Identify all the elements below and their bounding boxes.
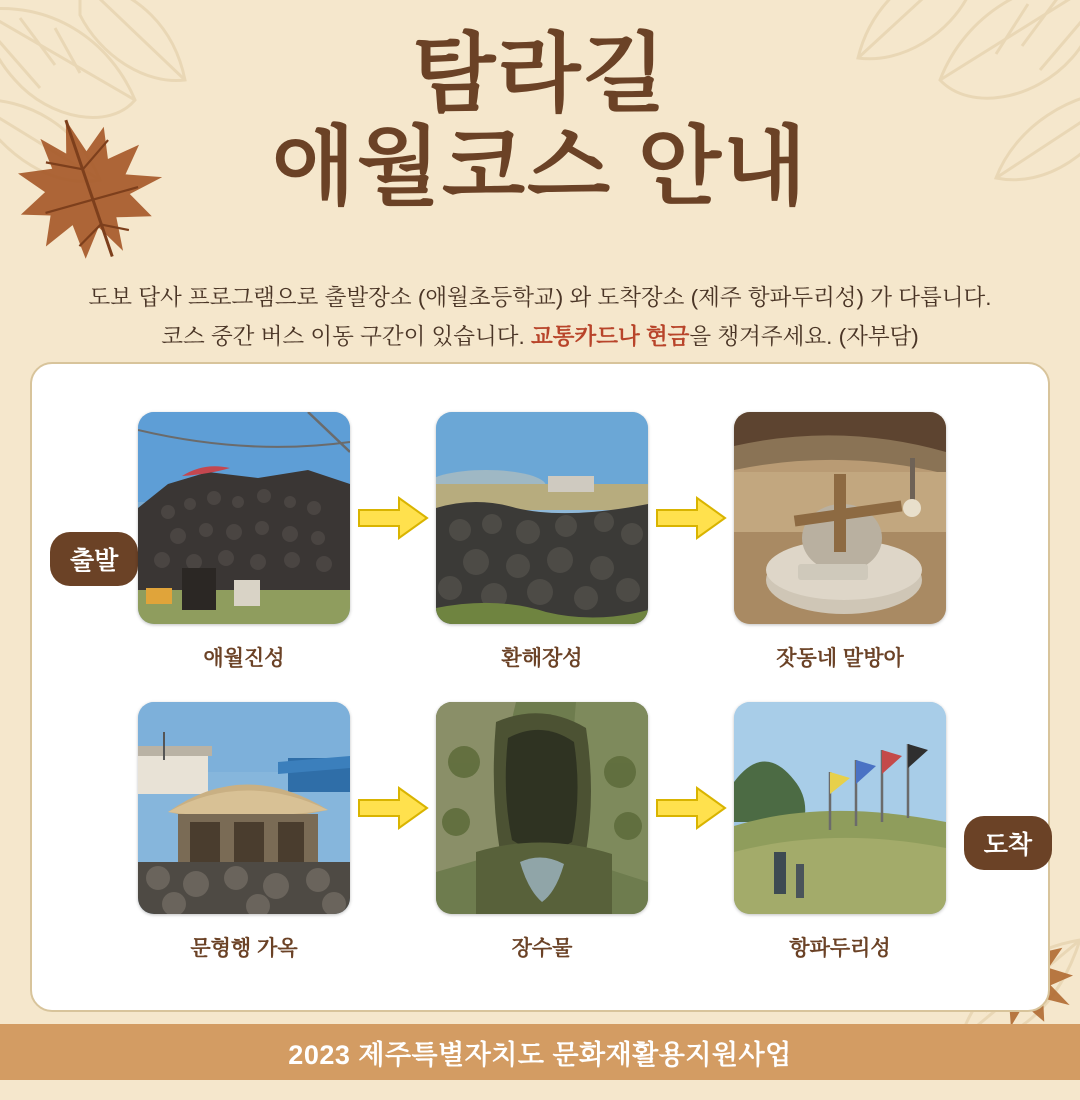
thatched-house-photo (138, 702, 350, 914)
description-line-2 (0, 317, 1080, 356)
course-stop-caption: 환해장성 (501, 647, 583, 670)
flags-hill-photo (734, 702, 946, 914)
course-stop-4[interactable] (138, 702, 350, 962)
course-stop-3[interactable] (734, 412, 946, 672)
description-line-1: 도보 답사 프로그램으로 출발장소 (애월초등학교) 와 도착장소 (제주 항파두리성) 가 다릅니다. (88, 285, 992, 310)
stone-fortress-photo (138, 412, 350, 624)
page-title (0, 28, 1080, 214)
footer-text: 2023 제주특별자치도 문화재활용지원사업 (288, 1039, 792, 1070)
status-badge-start: 출발 (50, 532, 138, 586)
course-row-1 (32, 412, 1052, 672)
arrow-right-icon-2 (648, 412, 734, 624)
status-badge-end: 도착 (964, 816, 1052, 870)
course-stop-6[interactable] (734, 702, 946, 962)
title-line-1: 탐라길 (412, 26, 668, 122)
course-stop-caption: 문형행 가옥 (190, 937, 298, 960)
arrow-right-icon-3 (350, 702, 436, 914)
horse-mill-photo (734, 412, 946, 624)
spring-rock-photo (436, 702, 648, 914)
course-stop-5[interactable] (436, 702, 648, 962)
arrow-right-icon-1 (350, 412, 436, 624)
arrow-right-icon-4 (648, 702, 734, 914)
description-line-2-part-1: 코스 중간 버스 이동 구간이 있습니다. (161, 324, 532, 350)
course-stop-caption: 잣동네 말방아 (776, 647, 904, 670)
description-block (0, 278, 1080, 357)
footer-bar (0, 1024, 1080, 1080)
coastal-stone-wall-photo (436, 412, 648, 624)
course-row-2 (32, 702, 1052, 962)
description-line-2-part-2: 을 챙겨주세요. (자부담) (689, 324, 919, 350)
course-stop-caption: 애월진성 (203, 647, 285, 670)
course-card (30, 362, 1050, 1012)
course-stop-1[interactable] (138, 412, 350, 672)
course-stop-caption: 항파두리성 (789, 937, 891, 960)
course-stop-caption: 장수물 (511, 937, 573, 960)
course-stop-2[interactable] (436, 412, 648, 672)
title-line-2: 애월코스 안내 (271, 118, 809, 215)
description-highlight: 교통카드나 현금 (531, 324, 690, 350)
